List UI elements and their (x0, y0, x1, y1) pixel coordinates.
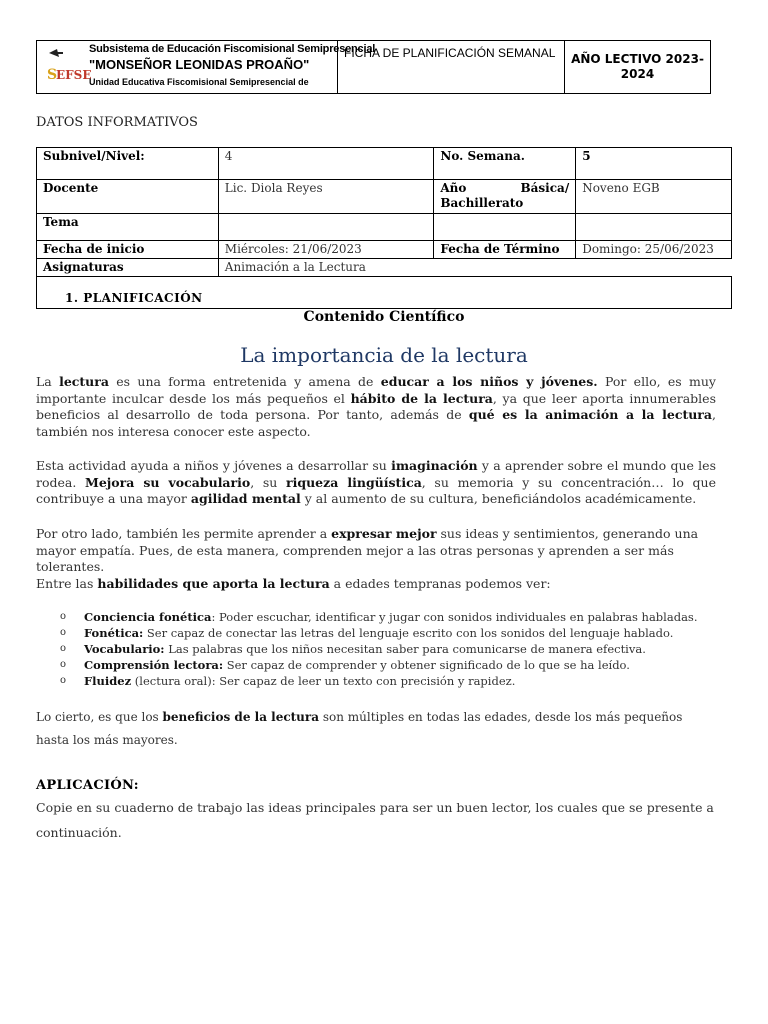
asignaturas-label: Asignaturas (37, 259, 219, 277)
table-row (37, 241, 732, 259)
fecha-inicio-label: Fecha de inicio (37, 241, 219, 259)
anio-label: Año Básica/ Bachillerato (434, 180, 576, 214)
tema-label: Tema (37, 214, 219, 241)
paragraph-2: Esta actividad ayuda a niños y jóvenes a desarrollar su imaginación y a aprender sobre el mundo que les rodea. Mejora su vocabulario, su riqueza lingüística, su memoria y su concentración… lo que contribuye a una mayor agilidad mental y al aumento de su cultura, beneficiándolos académicamente. (36, 458, 717, 507)
contenido-heading: Contenido Científico (303, 309, 465, 325)
subnivel-value: 4 (218, 148, 434, 180)
subnivel-label: Subnivel/Nivel: (37, 148, 219, 180)
institution-logo (45, 49, 92, 85)
docente-value: Lic. Diola Reyes (218, 180, 434, 214)
institution-name-line3: Unidad Educativa Fiscomisional Semipresencial de (89, 77, 309, 87)
fecha-inicio-value: Miércoles: 21/06/2023 (218, 241, 434, 259)
anio-value: Noveno EGB (576, 180, 732, 214)
skills-list (60, 609, 720, 689)
info-table (36, 147, 732, 309)
list-item: o Comprensión lectora: Ser capaz de comprender y obtener significado de lo que se ha leído. (60, 657, 720, 673)
asignaturas-value: Animación a la Lectura (218, 259, 731, 277)
fecha-termino-value: Domingo: 25/06/2023 (576, 241, 732, 259)
paragraph-5: Lo cierto, es que los beneficios de la lectura son múltiples en todas las edades, desde los más pequeños hasta los más mayores. (36, 710, 683, 747)
paragraph-1: La lectura es una forma entretenida y amena de educar a los niños y jóvenes. Por ello, es muy importante inculcar desde los más pequeños el hábito de la lectura, ya que leer aporta innumerables beneficios al desarrollo de toda persona. Por tanto, además de qué es la animación a la lectura, también nos interesa conocer este aspecto. (36, 374, 716, 439)
main-title: La importancia de la lectura (240, 343, 528, 367)
institution-block (37, 41, 376, 93)
semana-label: No. Semana. (434, 148, 576, 180)
aplicacion-heading: APLICACIÓN: (36, 778, 139, 793)
empty-cell (576, 214, 732, 241)
table-row (37, 180, 732, 214)
aplicacion-text: Copie en su cuaderno de trabajo las ideas principales para ser un buen lector, los cuales que se presente a continuación. (36, 800, 714, 840)
svg-text:EFSE: EFSE (56, 68, 92, 82)
docente-label: Docente (37, 180, 219, 214)
table-row (37, 214, 732, 241)
table-row (37, 148, 732, 180)
sheet-title: FICHA DE PLANIFICACIÓN SEMANAL (337, 41, 565, 93)
list-item: o Vocabulario: Las palabras que los niños necesitan saber para comunicarse de manera efectiva. (60, 641, 720, 657)
tema-value (218, 214, 434, 241)
semana-value: 5 (576, 148, 732, 180)
paragraph-4: Entre las habilidades que aporta la lectura a edades tempranas podemos ver: (36, 576, 551, 591)
institution-name-line2: "MONSEÑOR LEONIDAS PROAÑO" (89, 57, 310, 72)
list-item: o Fluidez (lectura oral): Ser capaz de leer un texto con precisión y rapidez. (60, 673, 720, 689)
svg-text:S: S (47, 67, 58, 83)
paragraph-3: Por otro lado, también les permite aprender a expresar mejor sus ideas y sentimientos, generando una mayor empatía. Pues, de esta manera, comprenden mejor a las otras personas y aprenden a ser más tolerantes. (36, 526, 699, 575)
institution-name-line1: Subsistema de Educación Fiscomisional Semipresencial (89, 43, 376, 55)
planificacion-heading: 1. PLANIFICACIÓN (65, 291, 203, 305)
fecha-termino-label: Fecha de Término (434, 241, 576, 259)
table-row (37, 259, 732, 277)
empty-cell (434, 214, 576, 241)
document-header (36, 40, 711, 94)
datos-informativos-title: DATOS INFORMATIVOS (36, 115, 198, 130)
list-item: o Fonética: Ser capaz de conectar las letras del lenguaje escrito con los sonidos del lenguaje hablado. (60, 625, 720, 641)
school-year: AÑO LECTIVO 2023-2024 (571, 52, 704, 81)
list-item: o Conciencia fonética: Poder escuchar, identificar y jugar con sonidos individuales en palabras habladas. (60, 609, 720, 625)
